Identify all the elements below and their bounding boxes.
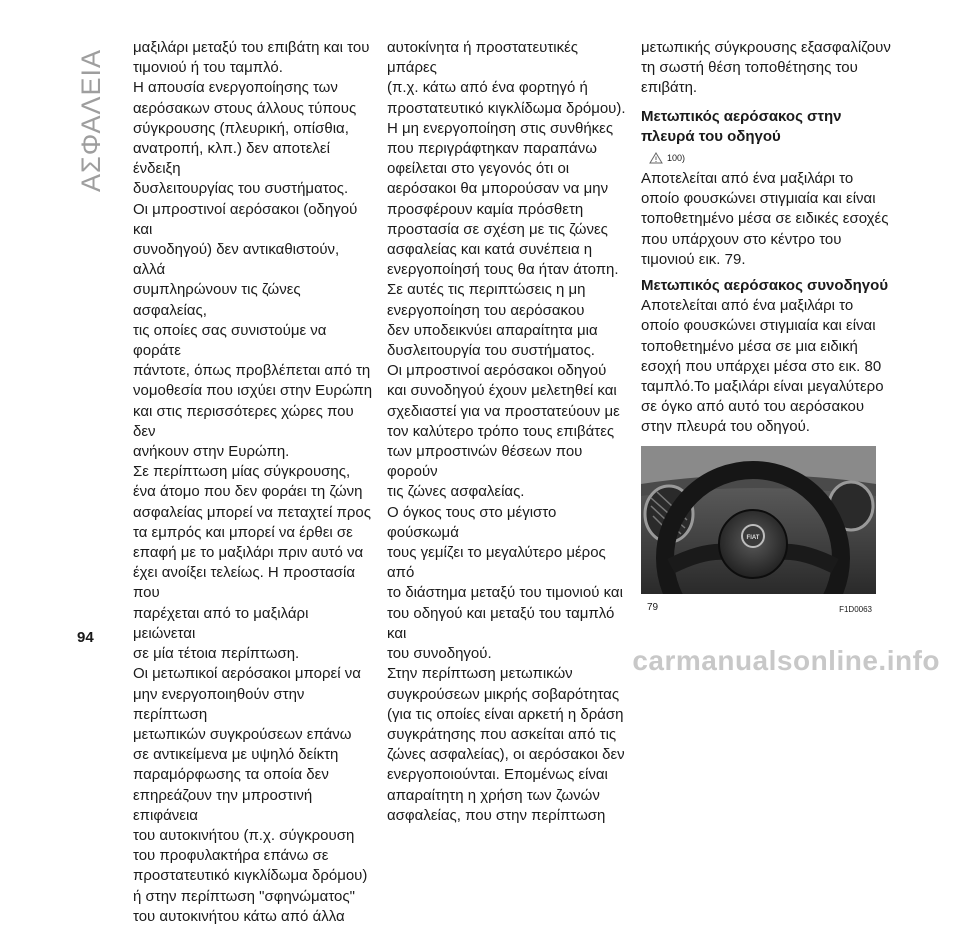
text-line: σε μία τέτοια περίπτωση. — [133, 645, 300, 663]
text-line: τοποθετημένο μέσα σε ειδικές εσοχές — [641, 210, 889, 228]
figure-number: 79 — [647, 601, 659, 613]
page-number: 94 — [77, 629, 94, 646]
text-line: συμπληρώνουν τις ζώνες ασφαλείας, — [133, 281, 301, 319]
fiat-logo: FIAT — [746, 534, 760, 541]
text-line: και στις περισσότερες χώρες που δεν — [133, 402, 354, 440]
text-line: τις ζώνες ασφαλείας. — [387, 483, 525, 501]
text-line: τη σωστή θέση τοποθέτησης του — [641, 59, 858, 77]
text-line: των μπροστινών θέσεων που φορούν — [387, 443, 583, 481]
text-line: που περιγράφτηκαν παραπάνω — [387, 140, 597, 158]
text-line: συνοδηγού) δεν αντικαθιστούν, αλλά — [133, 241, 340, 279]
text-line: το διάστημα μεταξύ του τιμονιού και — [387, 584, 623, 602]
text-column-3 — [641, 38, 891, 616]
text-column-2 — [387, 38, 627, 826]
text-line: πάντοτε, όπως προβλέπεται από τη — [133, 362, 371, 380]
text-line: του προφυλακτήρα επάνω σε — [133, 847, 329, 865]
text-line: του αυτοκινήτου (π.χ. σύγκρουση — [133, 826, 355, 844]
text-line: σε όγκο από αυτό του αερόσακου — [641, 398, 865, 416]
text-line: προστατευτικό κιγκλίδωμα δρόμου). — [387, 99, 626, 117]
text-line: που υπάρχουν στο κέντρο του — [641, 230, 842, 248]
text-line: προστασία σε σχέση με τις ζώνες — [387, 220, 608, 238]
heading-driver-airbag: πλευρά του οδηγού — [641, 127, 781, 145]
text-line: τιμονιού ή του ταμπλό. — [133, 59, 283, 77]
steering-wheel-photo — [641, 446, 876, 594]
text-line: ασφαλείας, που στην περίπτωση — [387, 806, 606, 824]
text-line: μην ενεργοποιηθούν στην περίπτωση — [133, 685, 305, 723]
text-line: παρέχεται από το μαξιλάρι μειώνεται — [133, 604, 309, 642]
text-line: Οι μπροστινοί αερόσακοι (οδηγού και — [133, 200, 358, 238]
section-side-title: ΑΣΦΑΛΕΙΑ — [76, 48, 106, 192]
text-line: οποίο φουσκώνει στιγμιαία και είναι — [641, 190, 876, 208]
text-line: Σε περίπτωση μίας σύγκρουσης, — [133, 463, 351, 481]
text-line: παραμόρφωσης τα οποία δεν — [133, 766, 329, 784]
text-line: μετωπικής σύγκρουσης εξασφαλίζουν — [641, 39, 891, 56]
text-line: ενεργοποιούνται. Επομένως είναι — [387, 766, 608, 784]
spacer — [641, 99, 891, 107]
text-line: έχει ανοίξει τελείως. Η προστασία που — [133, 564, 356, 602]
warning-reference — [649, 147, 891, 169]
watermark: carmanualsonline.info — [632, 645, 940, 676]
text-line: επιβάτη. — [641, 79, 698, 97]
text-column-1 — [133, 38, 373, 927]
text-line: τους γεμίζει το μεγαλύτερο μέρος από — [387, 544, 606, 582]
text-line: Στην περίπτωση μετωπικών — [387, 665, 573, 683]
text-line: αερόσακοι θα μπορούσαν να μην — [387, 180, 609, 198]
text-line: ασφαλείας μπορεί να πεταχτεί προς — [133, 503, 371, 521]
text-line: Σε αυτές τις περιπτώσεις η μη — [387, 281, 586, 299]
text-line: μετωπικών συγκρούσεων επάνω — [133, 725, 352, 743]
text-line: (π.χ. κάτω από ένα φορτηγό ή — [387, 79, 588, 97]
text-line: σε αντικείμενα με υψηλό δείκτη — [133, 746, 339, 764]
figure-79 — [641, 446, 876, 616]
text-line: Ο όγκος τους στο μέγιστο φούσκωμά — [387, 503, 557, 541]
text-line: προστατευτικό κιγκλίδωμα δρόμου) — [133, 867, 368, 885]
text-line: και συνοδηγού έχουν μελετηθεί και — [387, 382, 617, 400]
text-line: νομοθεσία που ισχύει στην Ευρώπη — [133, 382, 373, 400]
text-line: Αποτελείται από ένα μαξιλάρι το — [641, 297, 854, 315]
steering-wheel-illustration — [641, 446, 876, 594]
text-line: συγκρούσεων μικρής σοβαρότητας — [387, 685, 620, 703]
text-line: του αυτοκινήτου κάτω από άλλα — [133, 907, 345, 925]
text-line: Οι μετωπικοί αερόσακοι μπορεί να — [133, 665, 361, 683]
text-line: οφείλεται στο γεγονός ότι οι — [387, 160, 570, 178]
text-line: Η απουσία ενεργοποίησης των — [133, 79, 338, 97]
text-line: του συνοδηγού. — [387, 645, 492, 663]
figure-code: F1D0063 — [839, 604, 872, 614]
text-line: ενεργοποίηση του αερόσακου — [387, 301, 585, 319]
text-line: ασφαλείας και κατά συνέπεια η — [387, 241, 593, 259]
text-line: συγκράτησης που ασκείται από τις — [387, 725, 617, 743]
text-line: αυτοκίνητα ή προστατευτικές μπάρες — [387, 39, 579, 77]
text-line: αερόσακων στους άλλους τύπους — [133, 99, 357, 117]
text-line: ενεργοποίησή τους θα ήταν άτοπη. — [387, 261, 619, 279]
heading-passenger-airbag: Μετωπικός αερόσακος συνοδηγού — [641, 277, 889, 295]
text-line: τιμονιού εικ. 79. — [641, 250, 746, 268]
text-line: ή στην περίπτωση "σφηνώματος" — [133, 887, 355, 905]
text-line: προσφέρουν καμία πρόσθετη — [387, 200, 584, 218]
text-line: Αποτελείται από ένα μαξιλάρι το — [641, 170, 854, 188]
text-line: ανήκουν στην Ευρώπη. — [133, 443, 290, 461]
text-line: σύγκρουσης (πλευρική, οπίσθια, — [133, 119, 349, 137]
text-line: ένα άτομο που δεν φοράει τη ζώνη — [133, 483, 363, 501]
text-line: ζώνες ασφαλείας), οι αερόσακοι δεν — [387, 746, 625, 764]
heading-driver-airbag: Μετωπικός αερόσακος στην — [641, 107, 842, 125]
text-line: μαξιλάρι μεταξύ του επιβάτη και του — [133, 39, 370, 56]
text-line: δεν υποδεικνύει απαραίτητα μια — [387, 321, 598, 339]
text-line: Η μη ενεργοποίηση στις συνθήκες — [387, 119, 614, 137]
text-line: απαραίτητη η χρήση των ζωνών — [387, 786, 600, 804]
text-line: ταμπλό.Το μαξιλάρι είναι μεγαλύτερο — [641, 378, 884, 396]
text-line: επηρεάζουν την μπροστινή επιφάνεια — [133, 786, 313, 824]
text-line: τα εμπρός και μπορεί να έρθει σε — [133, 523, 353, 541]
text-line: του οδηγού και μεταξύ του ταμπλό και — [387, 604, 615, 642]
text-line: τον καλύτερο τρόπο τους επιβάτες — [387, 422, 615, 440]
text-line: δυσλειτουργία του συστήματος. — [387, 342, 595, 360]
text-line: τοποθετημένο μέσα σε μια ειδική — [641, 337, 858, 355]
text-line: σχεδιαστεί για να προστατεύουν με — [387, 402, 620, 420]
text-line: τις οποίες σας συνιστούμε να φοράτε — [133, 321, 327, 360]
text-line: επαφή με το μαξιλάρι πριν αυτό να — [133, 544, 364, 562]
text-line: δυσλειτουργίας του συστήματος. — [133, 180, 349, 198]
text-line: στην πλευρά του οδηγού. — [641, 418, 810, 436]
warning-triangle-icon — [649, 152, 663, 164]
warning-number: 100) — [667, 152, 686, 163]
text-line: (για τις οποίες είναι αρκετή η δράση — [387, 705, 624, 723]
text-line: Οι μπροστινοί αερόσακοι οδηγού — [387, 362, 607, 380]
text-line: εσοχή που υπάρχει μέσα στο εικ. 80 — [641, 357, 882, 375]
text-line: οποίο φουσκώνει στιγμιαία και είναι — [641, 317, 876, 335]
text-line: ανατροπή, κλπ.) δεν αποτελεί ένδειξη — [133, 140, 330, 178]
